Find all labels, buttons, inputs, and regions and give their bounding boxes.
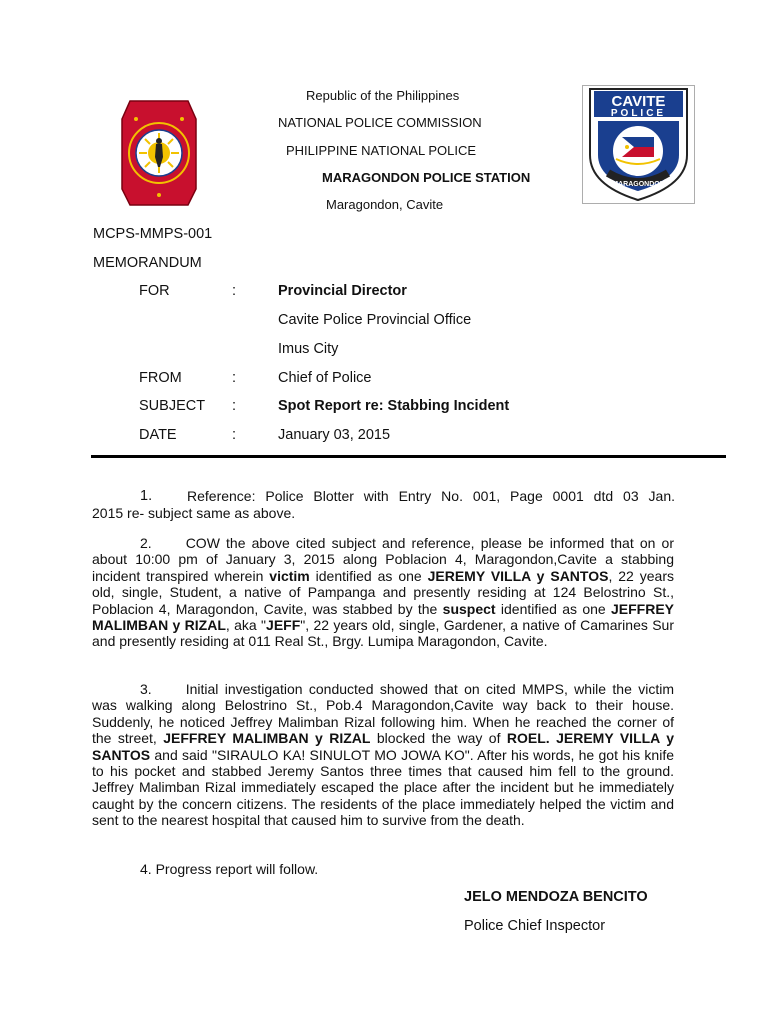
para2-text-e: , aka " [225,617,267,634]
para2-victim-word: victim [269,567,310,584]
para2-suspect-name: JEFFREY MALIMBAN y RIZAL [92,600,674,634]
memo-date-value: January 03, 2015 [278,427,391,443]
para2-number: 2. [140,535,152,551]
para3-victim-name: ROEL. JEREMY VILLA y SANTOS [92,730,674,763]
header-pnp: PHILIPPINE NATIONAL POLICE [286,143,476,158]
memo-subject-value: Spot Report re: Stabbing Incident [278,398,510,414]
para3 [92,681,674,829]
para3-suspect-name: JEFFREY MALIMBAN y RIZAL [163,730,371,747]
badge-maragondon-text: MARAGONDON [612,181,665,188]
memo-from-label: FROM [139,370,182,386]
header-station: MARAGONDON POLICE STATION [322,170,531,185]
para2-text-a: COW the above cited subject and reference, please be informed that on or about 10:00 pm of January 3, 2015 along Poblacion 4, Maragondon,Cavite a stabbing incident transpired wherein [92,535,674,584]
para3-text-b: blocked the way of [370,730,507,747]
header-commission: NATIONAL POLICE COMMISSION [278,115,482,130]
para2-text-c: , 22 years old, single, Student, a native of Pampanga and presently residing at 124 Belostrino St., Poblacion 4, Maragondon, Cavite, was stabbed by the [92,567,674,617]
header-location: Maragondon, Cavite [326,197,444,212]
para2-text-b: identified as one [309,567,428,584]
para4: 4. Progress report will follow. [140,861,319,877]
memo-from-colon: : [232,370,237,386]
cavite-police-badge-logo [582,85,695,204]
memo-date-colon: : [232,427,237,443]
para2-alias: JEFF [266,617,301,634]
badge-police-text: POLICE [610,108,667,119]
memo-for-label: FOR [139,283,170,299]
memo-for-line3: Imus City [278,341,339,357]
memo-for-line2: Cavite Police Provincial Office [278,312,472,328]
pnp-seal-logo [120,97,198,209]
memo-date-label: DATE [139,427,177,443]
memo-subject-colon: : [232,398,237,414]
memo-for-colon: : [232,283,237,299]
memo-for-value: Provincial Director [278,283,407,299]
header-divider-rule [91,455,726,458]
para2 [92,535,674,650]
para2-text-d: identified as one [495,600,611,617]
para3-text-a: Initial investigation conducted showed that on cited MMPS, while the victim was walking along Belostrino St., Pob.4 Maragondon,Cavite way back to their house. Suddenly, he noticed Jeffrey Malimban Rizal following him. When he reached the corner of the street, [92,681,674,747]
signatory-title: Police Chief Inspector [464,918,606,934]
para1-number: 1. [140,488,153,504]
para2-suspect-word: suspect [442,600,496,617]
para2-victim-name: JEREMY VILLA y SANTOS [427,567,609,584]
para2-text-f: ", 22 years old, single, Gardener, a native of Camarines Sur and presently residing at 011 Real St., Brgy. Lumipa Maragondon, Cavite. [92,617,674,650]
document-type: MEMORANDUM [93,255,202,271]
para1-line2: 2015 re- subject same as above. [92,505,296,521]
header-republic: Republic of the Philippines [306,88,460,103]
memo-from-value: Chief of Police [278,370,372,386]
memo-subject-label: SUBJECT [139,398,206,414]
document-code: MCPS-MMPS-001 [93,226,213,242]
badge-cavite-text: CAVITE [611,93,666,110]
para3-text-c: and said "SIRAULO KA! SINULOT MO JOWA KO". After his words, he got his knife to his pocket and stabbed Jeremy Santos three times that caused him fell to the ground. Jeffrey Malimban Rizal immediately escaped the place after the incident but he immediately caught by the concern citizens. The residents of the place immediately helped the victim and sent to the nearest hospital that caused him to survive from the death. [92,746,674,829]
para3-number: 3. [140,681,152,697]
signatory-name: JELO MENDOZA BENCITO [464,889,648,905]
para1-line1: Reference: Police Blotter with Entry No. 001, Page 0001 dtd 03 Jan. [187,488,675,504]
